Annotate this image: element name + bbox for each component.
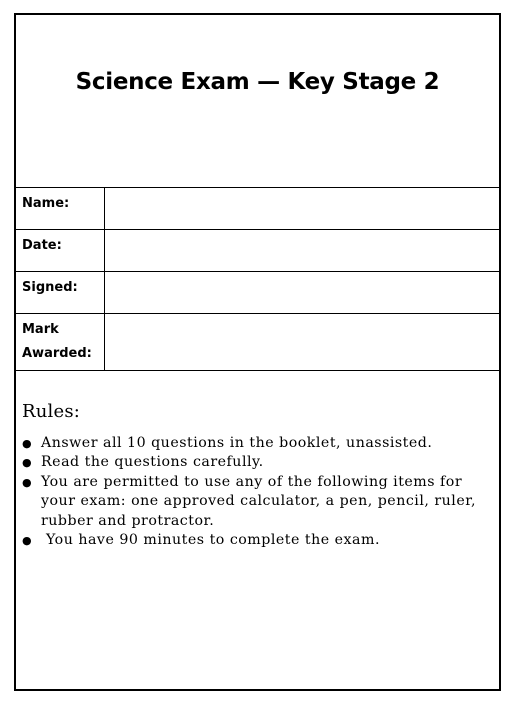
rule-item [22, 531, 485, 550]
mark-awarded-field[interactable] [104, 314, 499, 371]
exam-cover-frame [14, 13, 501, 691]
signed-field[interactable] [104, 272, 499, 314]
date-row [16, 230, 499, 272]
mark-awarded-label: Mark Awarded: [16, 314, 104, 371]
title-area [16, 15, 499, 187]
rules-section [16, 401, 499, 550]
rule-text: Read the questions carefully. [41, 454, 264, 471]
rule-text: Answer all 10 questions in the booklet, unassisted. [41, 435, 433, 451]
rule-item [22, 473, 485, 531]
bullet-icon: ● [22, 534, 33, 548]
name-label: Name: [16, 188, 104, 230]
name-field[interactable] [104, 188, 499, 230]
rule-item [22, 434, 485, 453]
rule-text: You are permitted to use any of the following items for your exam: one approved calculator, a pen, pencil, ruler, rubber and protractor. [41, 473, 476, 529]
candidate-info-table [16, 187, 499, 371]
date-field[interactable] [104, 230, 499, 272]
rules-heading: Rules: [22, 401, 81, 422]
bullet-icon: ● [22, 475, 33, 489]
name-row [16, 188, 499, 230]
exam-title: Science Exam — Key Stage 2 [75, 69, 440, 95]
signed-row [16, 272, 499, 314]
rule-text: You have 90 minutes to complete the exam. [41, 532, 380, 549]
rules-list [22, 434, 485, 550]
signed-label: Signed: [16, 272, 104, 314]
rule-item [22, 453, 485, 472]
bullet-icon: ● [22, 456, 33, 470]
mark-awarded-row [16, 314, 499, 371]
bullet-icon: ● [22, 437, 33, 450]
date-label: Date: [16, 230, 104, 272]
